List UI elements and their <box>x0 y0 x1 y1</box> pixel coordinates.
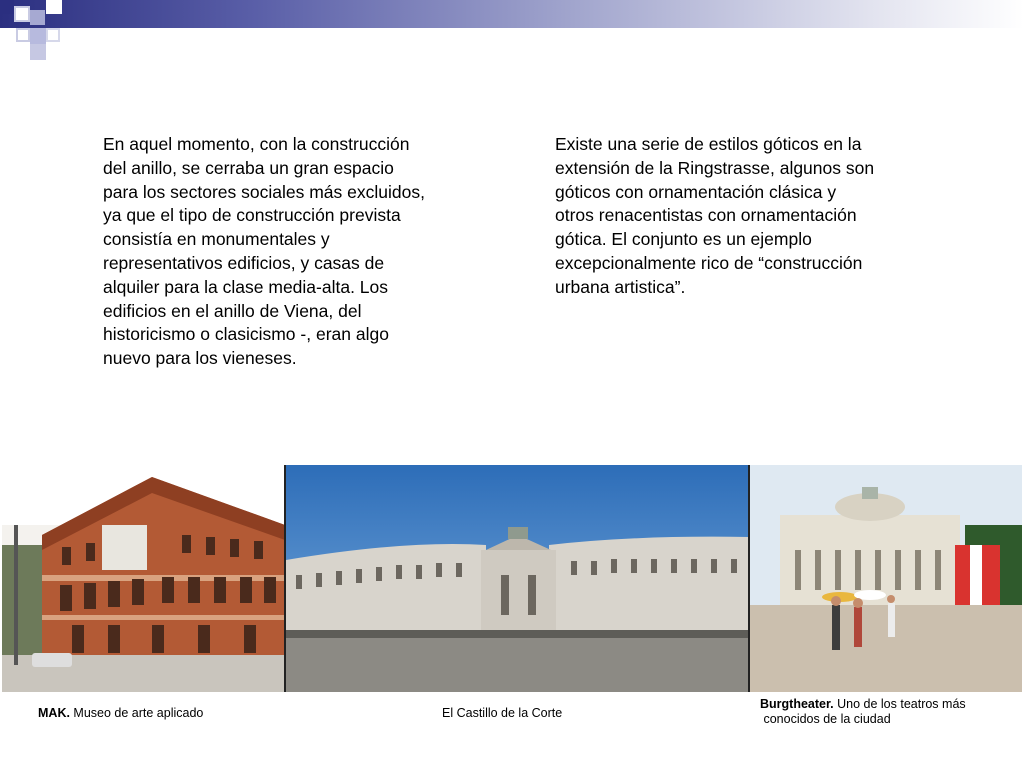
caption-castle-text: El Castillo de la Corte <box>442 706 563 720</box>
decorative-square <box>30 44 46 60</box>
caption-castle <box>442 706 562 721</box>
decorative-square <box>46 0 62 14</box>
photo-castillo-de-la-corte <box>286 465 749 692</box>
decorative-square <box>0 0 14 14</box>
caption-mak <box>38 706 203 721</box>
caption-burgtheater <box>760 697 1022 727</box>
decorative-square <box>16 28 30 42</box>
caption-burg-text: Uno de los teatros más <box>833 697 966 711</box>
paragraph-left: En aquel momento, con la construcción del anillo, se cerraba un gran espacio para los sectores sociales más excluidos, ya que el tipo de construcción prevista consistía en monumentales y representativos edificios, y casas de alquiler para la clase media-alta. Los edificios en el anillo de Viena, del historicismo o clasicismo -, eran algo nuevo para los vieneses. <box>103 134 425 369</box>
decorative-square <box>46 28 60 42</box>
decorative-square <box>30 28 46 44</box>
caption-burg-title: Burgtheater. <box>760 697 834 711</box>
caption-burg-text-line2: conocidos de la ciudad <box>760 712 891 726</box>
photo-burgtheater <box>750 465 1022 692</box>
header-gradient-bar <box>0 0 1024 28</box>
decorative-square <box>14 6 30 22</box>
photo-mak-museum <box>2 465 285 692</box>
decorative-square <box>30 10 45 25</box>
caption-mak-title: MAK. <box>38 706 70 720</box>
paragraph-right: Existe una serie de estilos góticos en la extensión de la Ringstrasse, algunos son góticos con ornamentación clásica y otros renacentistas con ornamentación gótica. El conjunto es un ejemplo excepcionalmente rico de “construcción urbana artistica”. <box>555 134 875 297</box>
caption-mak-text: Museo de arte aplicado <box>69 706 204 720</box>
